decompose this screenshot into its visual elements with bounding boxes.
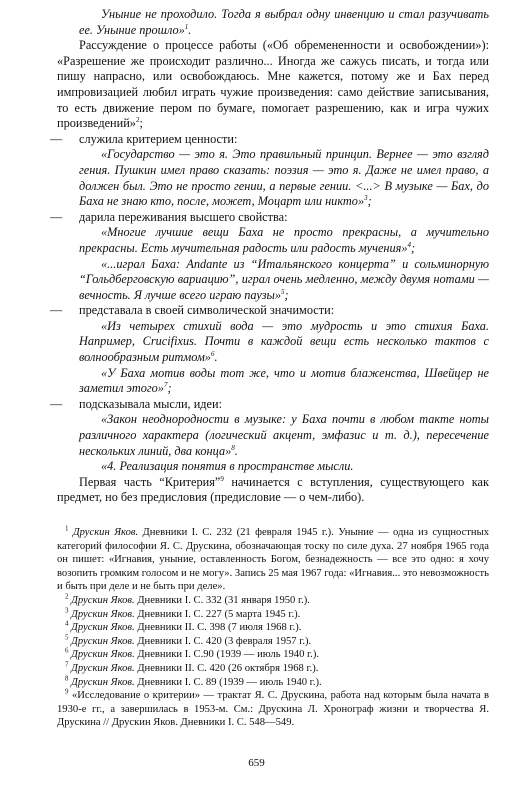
footnote-author: Друскин Яков.: [71, 622, 135, 634]
footnote: [57, 526, 489, 594]
paragraph-text: «...играл Баха: Andante из “Итальянского концерта” и сольминорную “Гольдберговскую вариацию”, играл очень медленно, между двумя нотами — вечность. Я лучше всего играю паузы»: [79, 256, 489, 302]
paragraph-tail: ;: [167, 381, 172, 396]
footnote-ref: 8: [231, 443, 235, 452]
footnote-text: Дневники I. С. 332 (31 января 1950 г.).: [134, 594, 310, 606]
quote-paragraph: [57, 459, 489, 475]
footnote: [57, 662, 489, 676]
paragraph-tail: .: [234, 443, 238, 458]
footnote-number: 2: [65, 592, 69, 601]
list-dash: —: [50, 131, 63, 146]
paragraph-tail: ;: [139, 116, 143, 131]
paragraph-text: «Закон неоднородности в музыке: у Баха почти в любом такте ноты различного характера (логический акцент, эмфазис и т. д.), пересечение нескольких линий, два конца»: [79, 412, 489, 458]
quote-paragraph: [57, 412, 489, 459]
footnote-number: 7: [65, 660, 69, 669]
footnote-number: 9: [65, 687, 69, 696]
footnote-ref: 3: [364, 194, 368, 203]
paragraph-text: Рассуждение о процессе работы («Об обремененности и освобождении»): «Разрешение же происходит различно... Иногда же сажусь писать, и тогда или пишу напрасно, или освобождаюсь. Мне кажется, потому же и Бах перед импровизацией любил играть чужие произведения: само действие записывания, то есть движение пером по бумаге, помогает разрешению, как и игра чужих произведений»: [57, 38, 489, 131]
page-number: 659: [248, 757, 265, 769]
footnote: [57, 676, 489, 690]
paragraph-text: Первая часть “Критерия”: [79, 474, 221, 489]
footnote: [57, 594, 489, 608]
dash-list-item: [50, 303, 489, 319]
footnote-text: Дневники II. С. 398 (7 июля 1968 г.).: [134, 622, 302, 634]
paragraph-text: «4. Реализация понятия в пространстве мысли.: [101, 459, 354, 474]
footnote-ref: 6: [210, 349, 215, 358]
paragraph-tail: начинается с вступления, существующего как предмет, но без предисловия (предисловие — о чем-либо).: [57, 474, 489, 505]
footnote-author: Друскин Яков.: [71, 608, 135, 620]
footnote-author: Друскин Яков.: [72, 527, 139, 538]
paragraph-tail: .: [214, 350, 218, 365]
footnote-text: «Исследование о критерии» — трактат Я. С. Друскина, работа над которым была начата в 1930-е гг., а завершилась в 1953-м. См.: Друскина Л. Хронограф жизни и творчества Я. Друскина // Друскин Яков. Дневники I. С. 548—549.: [57, 690, 489, 729]
paragraph-tail: ;: [284, 287, 289, 302]
list-dash: —: [50, 396, 63, 411]
quote-paragraph: [57, 147, 489, 209]
footnote-ref: 4: [407, 240, 412, 249]
quote-paragraph: [57, 319, 489, 366]
footnote: [57, 689, 489, 730]
quote-paragraph: [57, 366, 489, 397]
footnote-author: Друскин Яков.: [71, 676, 135, 688]
dash-list-item: [50, 209, 489, 226]
body-paragraph: [57, 475, 489, 506]
quote-paragraph: [57, 257, 489, 304]
footnote-ref: 1: [184, 22, 189, 31]
footnote-text: Дневники II. С. 420 (26 октября 1968 г.).: [134, 662, 319, 674]
paragraph-text: «Государство — это я. Это правильный принцип. Вернее — это взгляд гения. Пушкин имел право сказать: поэзия — это я. Даже не имел право, а должен был. Это не просто гении, а первые гении. <...> В музыке — Бах, до Баха не знаю кто, после, может, Моцарт или никто»: [79, 147, 489, 209]
list-item-text: представала в своей символической значимости:: [79, 303, 335, 318]
list-dash: —: [50, 303, 63, 318]
list-item-text: подсказывала мысли, идеи:: [79, 396, 222, 411]
dash-list-item: [50, 131, 489, 148]
footnote-text: Дневники I. С. 420 (3 февраля 1957 г.).: [134, 635, 312, 647]
footnote-text: Дневники I. С. 232 (21 февраля 1945 г.). Уныние — одна из сущностных категорий философии Я. С. Друскина, обозначающая тоску по силе духа. 27 ноября 1965 года он пишет: «Игнавия, уныние, оставленность Богом, безнадежность — все это одно: я хочу возопить громким голосом и не могу». Запись 25 мая 1967 года: «Игнавия... это невозможность и быть при деле и не быть при деле».: [57, 527, 490, 593]
footnotes: [57, 526, 489, 730]
main-text: [50, 7, 489, 506]
footnote-ref: 9: [220, 474, 224, 483]
paragraph-text: «Из четырех стихий вода — это мудрость и это стихия Баха. Например, Crucifixus. Почти в каждой вещи есть несколько тактов с волнообразным ритмом»: [79, 318, 489, 365]
list-item-text: дарила переживания высшего свойства:: [79, 209, 288, 224]
footnote: [57, 621, 489, 635]
footnote-text: Дневники I. С.90 (1939 — июль 1940 г.).: [134, 649, 320, 661]
paragraph-tail: ;: [367, 194, 372, 209]
footnote-author: Друскин Яков.: [71, 649, 135, 661]
footnote-number: 3: [65, 606, 69, 615]
paragraph-tail: ;: [411, 240, 416, 255]
dash-list-item: [50, 396, 489, 413]
paragraph-text: «Многие лучшие вещи Баха не просто прекрасны, а мучительно прекрасны. Есть мучительная радость или радость мучения»: [79, 225, 489, 255]
footnote-author: Друскин Яков.: [71, 662, 135, 674]
paragraph-text: Уныние не проходило. Тогда я выбрал одну инвенцию и стал разучивать ее. Уныние прошло»: [79, 7, 489, 37]
paragraph-text: «У Баха мотив воды тот же, что и мотив блаженства, Швейцер не заметил этого»: [79, 365, 489, 396]
footnote-number: 4: [65, 619, 69, 628]
footnote: [57, 635, 489, 649]
footnote-number: 8: [65, 674, 69, 682]
footnote-number: 1: [65, 524, 69, 533]
footnote-ref: 5: [280, 287, 285, 296]
footnote-number: 6: [65, 646, 69, 655]
list-dash: —: [50, 209, 63, 224]
paragraph-tail: .: [188, 22, 192, 37]
footnote-number: 5: [65, 633, 69, 642]
quote-paragraph: [57, 225, 489, 256]
footnote: [57, 608, 489, 622]
footnote-text: Дневники I. С. 89 (1939 — июль 1940 г.).: [134, 676, 322, 688]
footnote-author: Друскин Яков.: [71, 635, 135, 647]
body-paragraph: [57, 38, 489, 132]
footnote: [57, 648, 489, 662]
list-item-text: служила критерием ценности:: [79, 131, 238, 146]
footnote-author: Друскин Яков.: [71, 594, 135, 606]
quote-paragraph: [57, 7, 489, 38]
footnote-ref: 2: [135, 116, 140, 125]
footnote-text: Дневники I. С. 227 (5 марта 1945 г.).: [134, 608, 301, 620]
footnote-ref: 7: [163, 381, 168, 390]
